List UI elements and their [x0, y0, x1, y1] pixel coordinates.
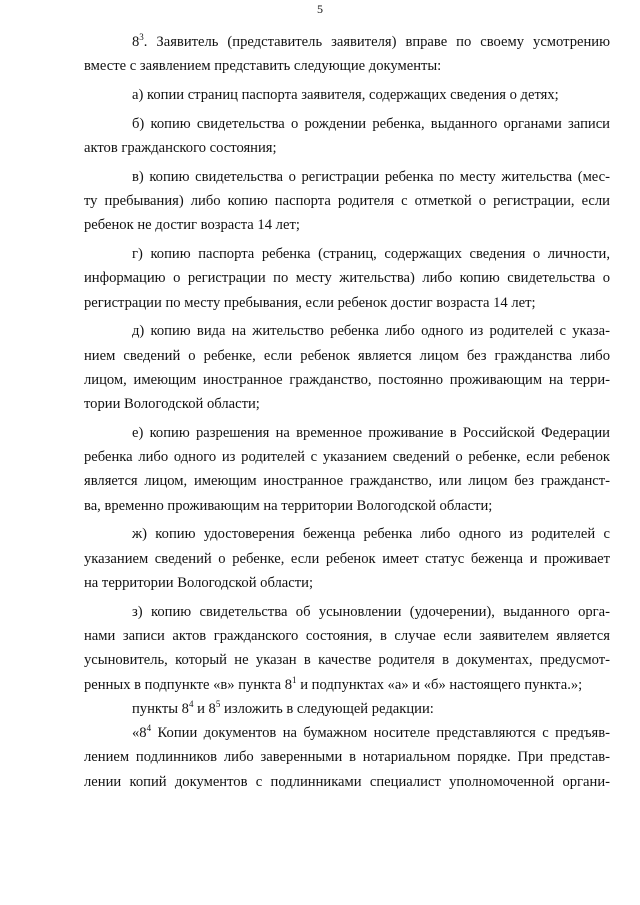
superscript: 1: [292, 674, 297, 685]
text-segment: тории Вологодской области;: [84, 396, 260, 413]
text-segment: актов гражданского состояния;: [84, 139, 277, 156]
text-line: [84, 189, 610, 213]
text-segment: регистрации по месту пребывания, если ребенок достиг возраста 14 лет;: [84, 294, 536, 311]
text-line: [84, 547, 610, 571]
superscript: 5: [215, 698, 221, 709]
text-segment: г) копию паспорта ребенка (страниц, содержащих сведения о личности,: [132, 245, 610, 262]
text-segment: изложить в следующей редакции:: [220, 700, 434, 717]
text-segment: указанием сведений о ребенке, если ребенок имеет статус беженца и проживает: [84, 550, 610, 567]
text-segment: на территории Вологодской области;: [84, 574, 314, 591]
text-segment: ту пребывания) либо копию паспорта родителя с отметкой о регистрации, если: [84, 192, 610, 209]
text-segment: 8: [132, 34, 140, 50]
text-segment: вместе с заявлением представить следующие документы:: [84, 58, 442, 75]
text-line: [84, 30, 610, 54]
text-line: [84, 291, 610, 315]
text-line: [84, 421, 610, 445]
text-segment: лицом, имеющим иностранное гражданство, постоянно проживающим на терри-: [84, 371, 610, 388]
text-segment: нами записи актов гражданского состояния, в случае если заявителем является: [84, 627, 610, 644]
text-line: [84, 600, 610, 624]
text-line: [84, 445, 610, 469]
text-segment: . Заявитель (представитель заявителя) вправе по своему усмотрению: [143, 34, 610, 50]
text-segment: нием сведений о ребенке, если ребенок является лицом без гражданства либо: [84, 347, 610, 364]
text-segment: б) копию свидетельства о рождении ребенка, выданного органами записи: [132, 115, 610, 132]
text-line: [84, 112, 610, 136]
text-line: [84, 319, 610, 343]
text-segment: в) копию свидетельства о регистрации ребенка по месту жительства (мес-: [132, 168, 610, 185]
text-line: [84, 242, 610, 266]
text-line: [84, 770, 610, 794]
text-segment: лением подлинников либо заверенными в нотариальном порядке. При представ-: [84, 749, 610, 766]
text-line: [84, 165, 610, 189]
text-segment: ребенок не достиг возраста 14 лет;: [84, 217, 300, 234]
text-line: [84, 571, 610, 595]
text-segment: а) копии страниц паспорта заявителя, содержащих сведения о детях;: [132, 86, 559, 103]
text-segment: з) копию свидетельства об усыновлении (удочерении), выданного орга-: [132, 603, 610, 620]
text-segment: пункты 8: [132, 700, 189, 717]
text-line: [84, 392, 610, 416]
text-segment: лении копий документов с подлинниками специалист уполномоченной органи-: [84, 773, 610, 790]
text-segment: усыновитель, который не указан в качестве родителя в документах, предусмот-: [84, 652, 610, 669]
text-line: [84, 624, 610, 648]
page-number: 5: [317, 2, 323, 16]
text-line: [84, 136, 610, 160]
text-line: [84, 469, 610, 493]
text-line: [84, 697, 610, 721]
superscript: 3: [139, 32, 144, 42]
superscript: 4: [146, 723, 152, 734]
text-line: [84, 266, 610, 290]
text-line: [84, 494, 610, 518]
text-segment: Копии документов на бумажном носителе представляются с предъяв-: [151, 725, 610, 742]
superscript: 4: [188, 698, 194, 709]
text-segment: информацию о регистрации по месту жительства) либо копию свидетельства о: [84, 270, 610, 287]
text-segment: и 8: [193, 700, 216, 717]
text-segment: ребенка либо одного из родителей с указанием сведений о ребенке, если ребенок: [84, 449, 610, 466]
text-segment: д) копию вида на жительство ребенка либо одного из родителей с указа-: [132, 323, 610, 340]
text-segment: ж) копию удостоверения беженца ребенка либо одного из родителей с: [132, 526, 610, 543]
text-line: [84, 648, 610, 672]
text-line: [84, 721, 610, 745]
text-segment: ва, временно проживающим на территории Вологодской области;: [84, 497, 493, 514]
text-line: [84, 213, 610, 237]
text-line: [84, 344, 610, 368]
text-line: [84, 673, 610, 697]
text-line: [84, 522, 610, 546]
text-segment: «8: [132, 725, 147, 742]
body-text: [84, 30, 610, 794]
text-line: [84, 54, 610, 78]
text-segment: ренных в подпункте «в» пункта 8: [84, 676, 293, 693]
text-segment: и подпунктах «а» и «б» настоящего пункта.»;: [296, 676, 583, 693]
text-segment: является лицом, имеющим иностранное гражданство, или лицом без гражданст-: [84, 473, 610, 490]
text-segment: е) копию разрешения на временное проживание в Российской Федерации: [132, 424, 610, 441]
text-line: [84, 368, 610, 392]
text-line: [84, 745, 610, 769]
text-line: [84, 83, 610, 107]
